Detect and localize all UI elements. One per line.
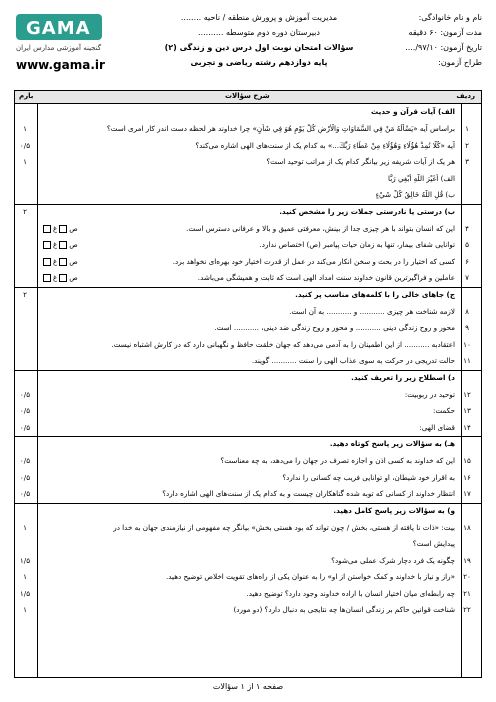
false-checkbox[interactable] bbox=[43, 225, 51, 233]
row-number: ۲ bbox=[465, 140, 469, 150]
row-score: ۰/۵ bbox=[19, 456, 31, 465]
row-number: ۴ bbox=[465, 223, 469, 233]
question-text: کسی که اختیار را در بحث و سخن انکار می‌کند در عمل از قدرت اختیار خود بهره‌ای نخواهد برد. bbox=[172, 256, 455, 266]
question-text: اعتقادبه ........... از این اطمینان را به آدمی می‌دهد که جهان خلقت حافظ و نگهبانی دارد که در کارش اشتباه نیست. bbox=[111, 339, 455, 349]
false-label: غ bbox=[53, 257, 58, 266]
false-label: غ bbox=[53, 224, 58, 233]
row-number: ۵ bbox=[465, 240, 469, 249]
col-row-header: ردیف bbox=[456, 92, 475, 100]
logo-box bbox=[16, 14, 102, 40]
true-checkbox[interactable] bbox=[59, 274, 67, 282]
question-text: به اقرار خود شیطان، او توانایی فریب چه کسانی را ندارد؟ bbox=[282, 472, 455, 482]
true-label: ص bbox=[69, 224, 78, 233]
section-title: ب) درستی یا نادرستی جملات زیر را مشخص کنید. bbox=[279, 206, 455, 216]
section-divider bbox=[15, 287, 481, 288]
true-false-options[interactable] bbox=[41, 257, 78, 267]
row-number: ۸ bbox=[465, 306, 469, 316]
row-number: ۶ bbox=[465, 256, 469, 266]
question-text: «راز و نیاز با خداوند و کمک خواستن از او» را به عنوان یکی از راه‌های تقویت اخلاص توضیح دهید. bbox=[165, 572, 455, 581]
table-header bbox=[15, 91, 481, 104]
question-text: شناخت قوانین حاکم بر زندگی انسان‌ها چه نتایجی به دنبال دارد؟ (دو مورد) bbox=[233, 605, 455, 614]
col-question-header: شرح سؤالات bbox=[225, 92, 270, 100]
question-text: آیه «كُلًّا نُمِدُّ هَٰؤُلَاءِ وَهَٰؤُلَاءِ مِنْ عَطَاءِ رَبِّكَ...» به کدام یک از سنت‌های الهی اشاره می‌کند؟ bbox=[195, 140, 455, 150]
row-score: ۱ bbox=[23, 157, 27, 166]
row-score: ۱/۵ bbox=[19, 588, 31, 598]
school-line: دبیرستان دوره دوم متوسطه .......... bbox=[198, 28, 320, 37]
name-field[interactable]: نام و نام خانوادگی: bbox=[418, 13, 482, 22]
false-label: غ bbox=[53, 241, 58, 249]
row-score: ۱/۵ bbox=[19, 555, 31, 565]
row-number: ۲۲ bbox=[463, 605, 471, 614]
section-title: الف) آیات قرآن و حدیث bbox=[371, 107, 455, 116]
section-title: ج) جاهای خالی را با کلمه‌های مناسب پر کنید. bbox=[295, 289, 455, 299]
row-number: ۱ bbox=[465, 124, 469, 133]
site-url[interactable]: www.gama.ir bbox=[16, 58, 105, 72]
question-sheet bbox=[14, 90, 482, 678]
row-score: ۰/۵ bbox=[19, 140, 31, 150]
row-score: ۰/۵ bbox=[19, 406, 31, 415]
row-score: ۰/۵ bbox=[19, 389, 31, 399]
mgmt-line: مدیریت آموزش و پرورش منطقه / ناحیه ........ bbox=[180, 13, 338, 22]
question-text: چه رابطه‌ای میان اختیار انسان با اراده خداوند وجود دارد؟ توضیح دهید. bbox=[246, 588, 455, 598]
row-number: ۳ bbox=[465, 157, 469, 166]
false-checkbox[interactable] bbox=[43, 241, 51, 249]
true-false-options[interactable] bbox=[41, 224, 78, 234]
grade-line: پایه دوازدهم رشته ریاضی و تجربی bbox=[190, 58, 328, 67]
header-center bbox=[154, 10, 364, 70]
row-score: ۰/۵ bbox=[19, 422, 31, 432]
row-number: ۱۵ bbox=[463, 456, 471, 465]
question-text: انتظار خداوند از کسانی که توبه شده گناهکاران چیست و به کدام یک از سنت‌های الهی اشاره دارد؟ bbox=[162, 489, 455, 498]
question-text: این که خداوند به کسی اذن و اجازه تصرف در جهان را می‌دهد، به چه معناست؟ bbox=[220, 456, 455, 465]
section-title: و) به سؤالات زیر پاسخ کامل دهید. bbox=[333, 505, 455, 515]
question-text: براساس آیه «يَسْأَلُهُ مَنْ فِي السَّمَاوَاتِ وَالْأَرْضِ كُلَّ يَوْمٍ هُوَ فِي شَأْنٍ» چرا خداوند هر لحظه دست اندر کار امری است؟ bbox=[106, 124, 455, 133]
false-label: غ bbox=[53, 274, 58, 282]
exam-header bbox=[14, 10, 482, 90]
row-number: ۱۹ bbox=[463, 555, 471, 565]
false-checkbox[interactable] bbox=[43, 258, 51, 266]
section-divider bbox=[15, 204, 481, 205]
question-text: چگونه یک فرد دچار شرک عملی می‌شود؟ bbox=[331, 555, 455, 565]
row-number: ۱۶ bbox=[463, 472, 471, 482]
question-text: ب) قُلِ اللَّهُ خَالِقُ كُلِّ شَيْءٍ bbox=[375, 190, 455, 199]
question-text: محور و روح زندگی دینی ........... و محور و روح زندگی ضد دینی، ........... است. bbox=[214, 323, 455, 332]
logo-text: GAMA bbox=[26, 18, 91, 39]
row-number: ۱۳ bbox=[463, 406, 471, 415]
row-number: ۷ bbox=[465, 273, 469, 282]
row-number: ۱۰ bbox=[463, 339, 471, 349]
question-text: توحید در ربوبیت: bbox=[404, 389, 455, 399]
row-number: ۱۷ bbox=[463, 489, 471, 498]
row-number: ۱۴ bbox=[463, 422, 471, 432]
section-title: هـ) به سؤالات زیر پاسخ کوتاه دهید. bbox=[329, 439, 455, 448]
section-divider bbox=[15, 436, 481, 437]
row-number: ۲۱ bbox=[463, 588, 471, 598]
question-text: این که انسان بتواند با هر چیزی جدا از بینش، معرفتی عمیق و بالا و عرفانی دسترس است. bbox=[186, 223, 455, 233]
question-text: توانایی شفای بیمار، تنها به زمان حیات پیامبر (ص) اختصاص ندارد. bbox=[259, 240, 455, 249]
row-number: ۱۸ bbox=[463, 522, 471, 532]
true-label: ص bbox=[69, 257, 78, 266]
question-text: بیت: «ذات نا یافته از هستی، بخش / چون تواند که بود هستی بخش» بیانگر چه مفهومی از نیازمندی جهان به خدا در bbox=[113, 522, 455, 532]
row-number: ۹ bbox=[465, 323, 469, 332]
true-label: ص bbox=[69, 274, 78, 282]
question-text: پیدایش است؟ bbox=[412, 539, 455, 548]
row-score: ۱ bbox=[23, 605, 27, 614]
true-checkbox[interactable] bbox=[59, 225, 67, 233]
row-number: ۱۱ bbox=[463, 356, 471, 365]
header-right bbox=[372, 10, 482, 70]
question-text: عاملین و فراگیرترین قانون خداوند سنت امداد الهی است که ثابت و همیشگی می‌باشد. bbox=[197, 273, 455, 282]
logo-tagline: گنجینه آموزشی مدارس ایران bbox=[16, 44, 102, 52]
col-score-header: بارم bbox=[19, 92, 34, 100]
row-score: ۰/۵ bbox=[19, 472, 31, 482]
section-divider bbox=[15, 370, 481, 371]
true-false-options[interactable] bbox=[41, 273, 78, 283]
row-score: ۱ bbox=[23, 572, 27, 581]
row-score: ۲ bbox=[23, 289, 27, 299]
exam-title: سؤالات امتحان نوبت اول درس دین و زندگی (۲) bbox=[164, 43, 354, 52]
row-score: ۱ bbox=[23, 124, 27, 133]
designer-line: طراح آزمون: bbox=[438, 58, 482, 67]
true-checkbox[interactable] bbox=[59, 241, 67, 249]
row-number: ۱۲ bbox=[463, 389, 471, 399]
true-label: ص bbox=[69, 241, 78, 249]
true-false-options[interactable] bbox=[41, 240, 78, 250]
question-text: قضای الهی: bbox=[419, 422, 455, 432]
section-title: د) اصطلاح زیر را تعریف کنید. bbox=[351, 372, 455, 382]
false-checkbox[interactable] bbox=[43, 274, 51, 282]
true-checkbox[interactable] bbox=[59, 258, 67, 266]
row-score: ۰/۵ bbox=[19, 489, 31, 498]
duration-line: مدت آزمون: ۶۰ دقیقه bbox=[408, 28, 482, 37]
question-text: هر یک از آیات شریفه زیر بیانگر کدام یک از مراتب توحید است؟ bbox=[266, 157, 455, 166]
question-text: حکمت: bbox=[432, 406, 455, 415]
date-line: تاریخ آزمون: ۹۷/۱۰/.... bbox=[405, 43, 482, 52]
row-number: ۲۰ bbox=[463, 572, 471, 581]
row-score: ۱ bbox=[23, 522, 27, 532]
question-text: الف) أَغَيْرَ اللَّهِ أَبْغِي رَبًّا bbox=[388, 173, 455, 183]
gama-logo bbox=[16, 14, 136, 76]
question-text: حالت تدریجی در حرکت به سوی عذاب الهی را سنت ........... گویند. bbox=[251, 356, 455, 365]
page-footer: صفحه ۱ از ۱ سؤالات bbox=[212, 682, 284, 691]
section-divider bbox=[15, 503, 481, 504]
row-score: ۲ bbox=[23, 206, 27, 216]
question-text: لازمه شناخت هر چیزی ........... و ........... به آن است. bbox=[289, 306, 455, 316]
